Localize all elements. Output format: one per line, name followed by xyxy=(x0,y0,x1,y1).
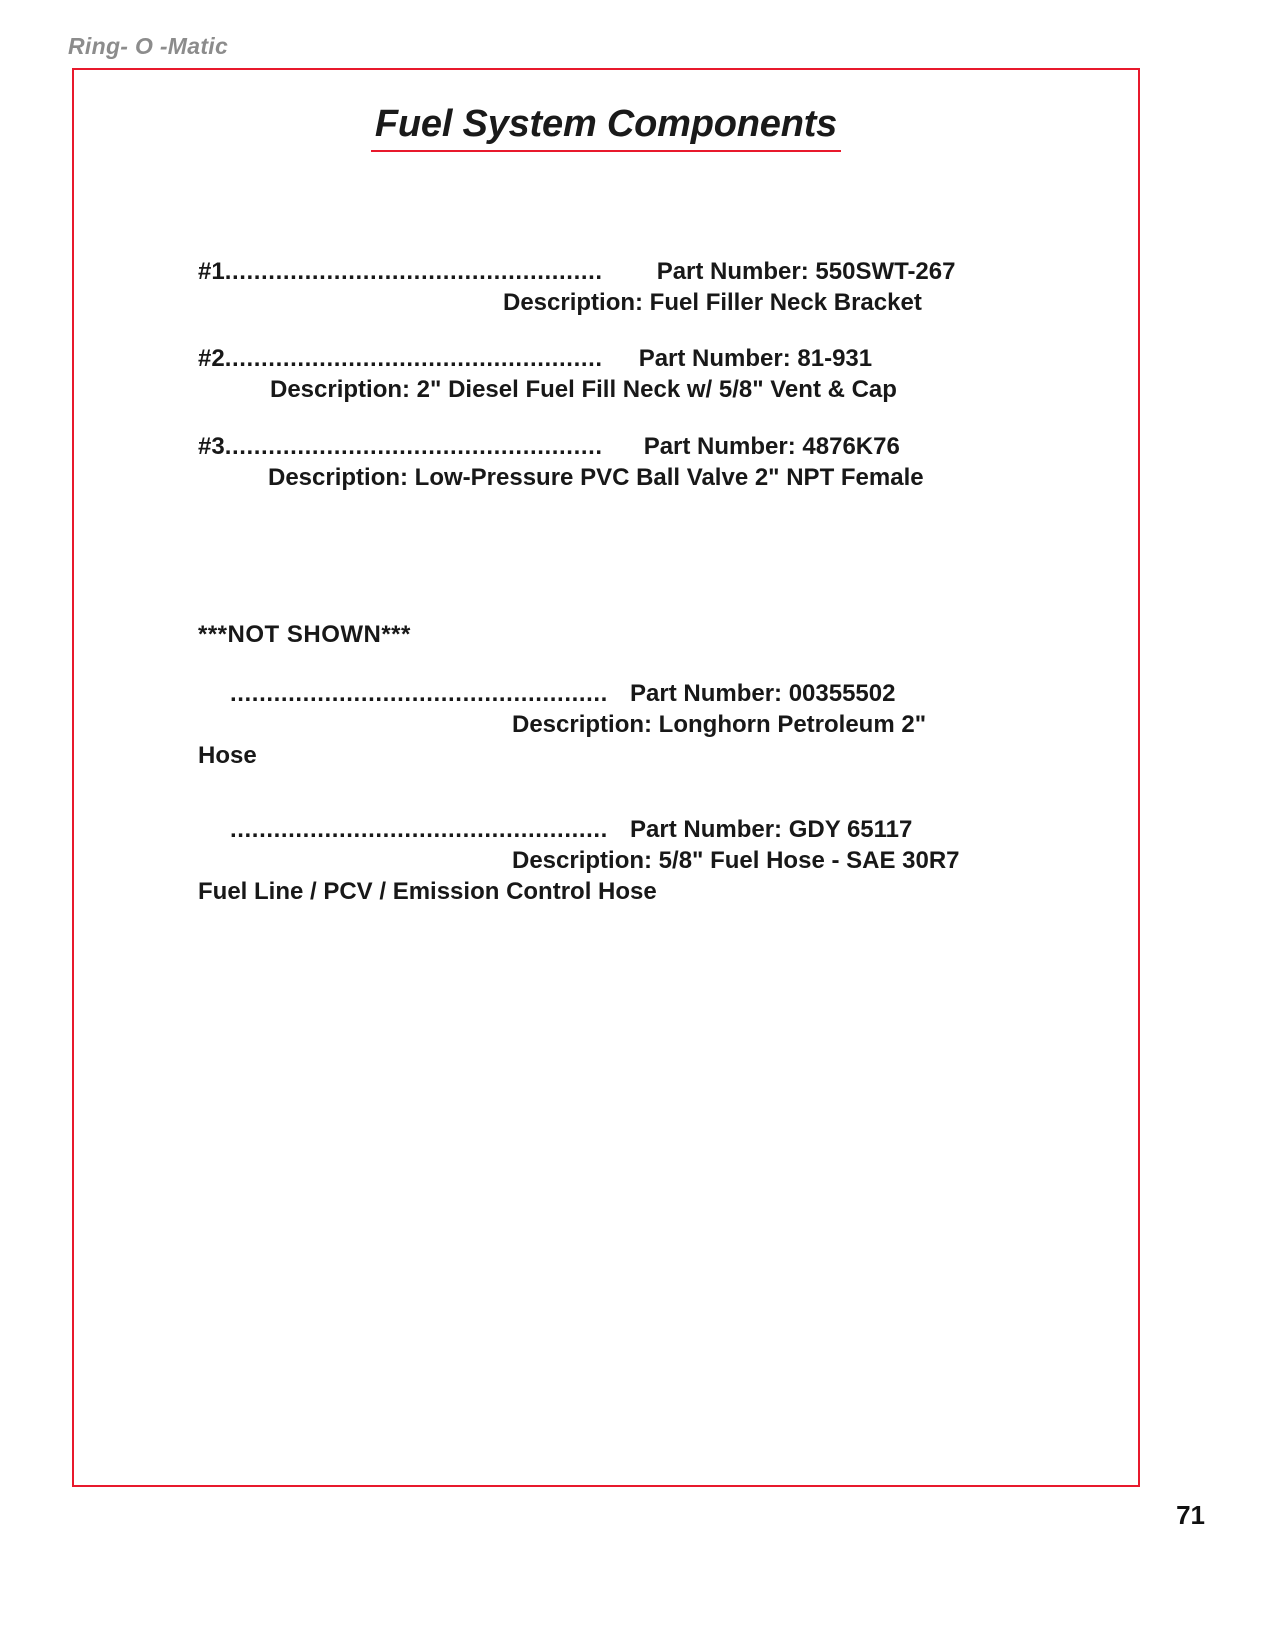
part-entry-2-description: Description: 2" Diesel Fuel Fill Neck w/ 5/8" Vent & Cap xyxy=(270,376,897,404)
not-shown-entry-2-part-number: Part Number: GDY 65117 xyxy=(630,816,913,844)
not-shown-entry-2-description-continued: Fuel Line / PCV / Emission Control Hose xyxy=(198,877,657,905)
part-entry-3-description: Description: Low-Pressure PVC Ball Valve 2" NPT Female xyxy=(268,463,924,491)
part-entry-2-index: #2 xyxy=(198,345,225,373)
part-entry-1 xyxy=(198,257,1078,318)
not-shown-entry-1-part-number: Part Number: 00355502 xyxy=(630,680,896,708)
leader-dots: .................................................... xyxy=(224,258,603,285)
not-shown-entry-2 xyxy=(198,815,1078,907)
part-entry-3-part-number: Part Number: 4876K76 xyxy=(643,432,900,460)
brand-header: Ring- O -Matic xyxy=(68,33,229,59)
leader-dots: .................................................... xyxy=(230,816,608,844)
not-shown-entry-2-number-line xyxy=(230,815,1078,846)
leader-dots: .................................................... xyxy=(230,680,608,708)
page-content-frame xyxy=(72,68,1140,1487)
not-shown-entry-1-number-line xyxy=(230,679,1078,710)
part-entry-1-description: Description: Fuel Filler Neck Bracket xyxy=(503,288,922,316)
part-entry-2 xyxy=(198,344,1078,405)
page-title: Fuel System Components xyxy=(371,103,841,152)
part-entry-3-index: #3 xyxy=(198,432,225,460)
part-entry-2-number-line xyxy=(198,344,1078,375)
part-entry-1-index: #1 xyxy=(198,258,225,285)
not-shown-entry-1-description-continued: Hose xyxy=(198,741,257,769)
page-number: 71 xyxy=(1176,1500,1205,1530)
parts-list xyxy=(198,257,1078,934)
section-spacer xyxy=(198,797,1078,815)
leader-dots: .................................................... xyxy=(224,432,603,460)
not-shown-entry-1-description: Description: Longhorn Petroleum 2" xyxy=(512,711,927,739)
part-entry-3-number-line xyxy=(198,432,1078,463)
part-entry-1-number-line xyxy=(198,257,1078,288)
part-entry-3 xyxy=(198,432,1078,493)
part-entry-2-part-number: Part Number: 81-931 xyxy=(638,345,873,373)
not-shown-entry-2-description: Description: 5/8" Fuel Hose - SAE 30R7 xyxy=(512,847,960,875)
not-shown-heading: ***NOT SHOWN*** xyxy=(198,621,411,649)
page-title-container xyxy=(74,103,1138,152)
leader-dots: .................................................... xyxy=(224,345,603,373)
not-shown-entry-1 xyxy=(198,679,1078,771)
part-entry-1-part-number: Part Number: 550SWT-267 xyxy=(656,258,956,285)
